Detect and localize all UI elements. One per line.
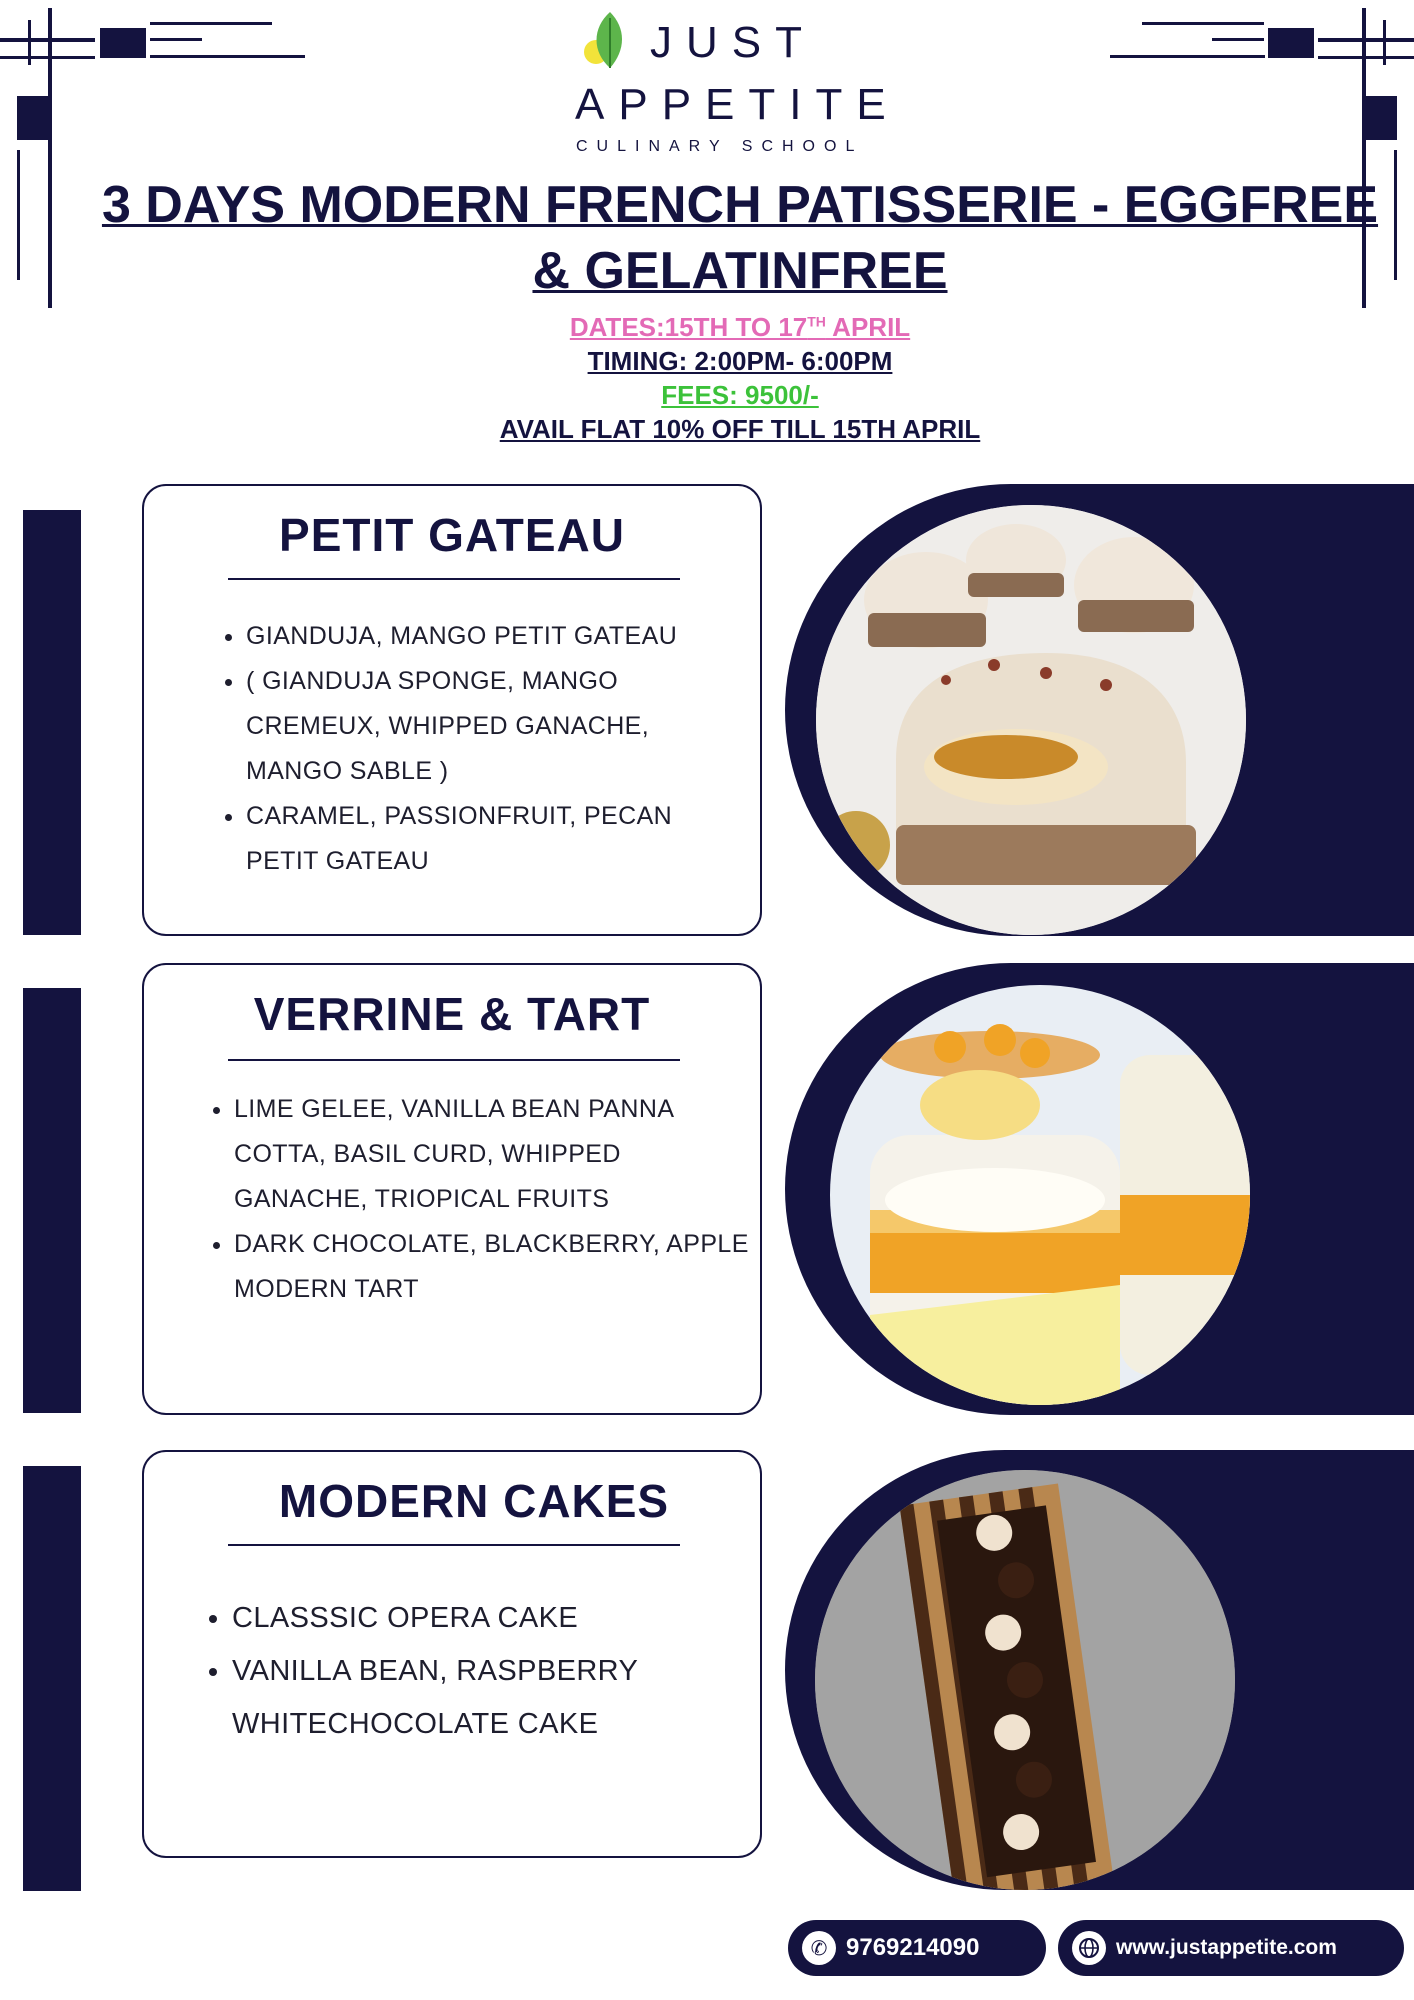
section-item-list [204, 1087, 754, 1312]
section-divider [228, 1544, 680, 1546]
list-item: • VANILLA BEAN, RASPBERRY WHITECHOCOLATE CAKE [232, 1645, 752, 1751]
section-item-list [202, 1592, 752, 1751]
course-title-line2: & GELATINFREE [532, 242, 948, 300]
list-item: • CARAMEL, PASSIONFRUIT, PECAN PETIT GATEAU [246, 794, 746, 884]
dates-text: DATES:15TH TO 17 [569, 312, 808, 342]
school-logo [560, 10, 900, 155]
list-item: • GIANDUJA, MANGO PETIT GATEAU [246, 614, 746, 659]
course-fees: FEES: 9500/- [661, 380, 819, 410]
section-card-verrine-tart [142, 963, 762, 1415]
logo-word-just: JUST [650, 18, 816, 67]
website-link[interactable] [1058, 1920, 1404, 1976]
section-card-petit-gateau [142, 484, 762, 936]
section-side-bar [23, 510, 81, 935]
section-title: MODERN CAKES [278, 1475, 670, 1527]
logo-word-appetite: APPETITE [575, 80, 900, 129]
list-item: • ( GIANDUJA SPONGE, MANGO CREMEUX, WHIPPED GANACHE, MANGO SABLE ) [246, 659, 746, 794]
list-item: • CLASSSIC OPERA CAKE [232, 1592, 752, 1645]
course-title-line1: 3 DAYS MODERN FRENCH PATISSERIE - EGGFREE [101, 176, 1379, 234]
section-divider [228, 578, 680, 580]
section-title: PETIT GATEAU [279, 509, 625, 561]
course-dates [0, 312, 1414, 343]
globe-icon [1072, 1931, 1106, 1965]
phone-icon: ✆ [802, 1931, 836, 1965]
opera-cake-photo [815, 1470, 1235, 1890]
section-title: VERRINE & TART [253, 988, 651, 1040]
section-card-modern-cakes [142, 1450, 762, 1858]
website-url: www.justappetite.com [1116, 1936, 1337, 1959]
verrine-photo [830, 985, 1250, 1405]
list-item: • DARK CHOCOLATE, BLACKBERRY, APPLE MODERN TART [234, 1222, 754, 1312]
section-divider [228, 1059, 680, 1061]
logo-tagline: CULINARY SCHOOL [576, 138, 864, 155]
section-item-list [216, 614, 746, 884]
list-item: • LIME GELEE, VANILLA BEAN PANNA COTTA, BASIL CURD, WHIPPED GANACHE, TRIOPICAL FRUITS [234, 1087, 754, 1222]
section-side-bar [23, 1466, 81, 1891]
section-side-bar [23, 988, 81, 1413]
phone-button[interactable] [788, 1920, 1046, 1976]
course-timing: TIMING: 2:00PM- 6:00PM [587, 346, 893, 376]
leaf-icon [582, 10, 630, 72]
discount-offer: AVAIL FLAT 10% OFF TILL 15TH APRIL [499, 414, 981, 444]
dates-month: APRIL [825, 312, 911, 342]
petit-gateau-photo [816, 505, 1246, 935]
phone-number: 9769214090 [846, 1934, 980, 1961]
dates-suffix: TH [807, 313, 826, 330]
